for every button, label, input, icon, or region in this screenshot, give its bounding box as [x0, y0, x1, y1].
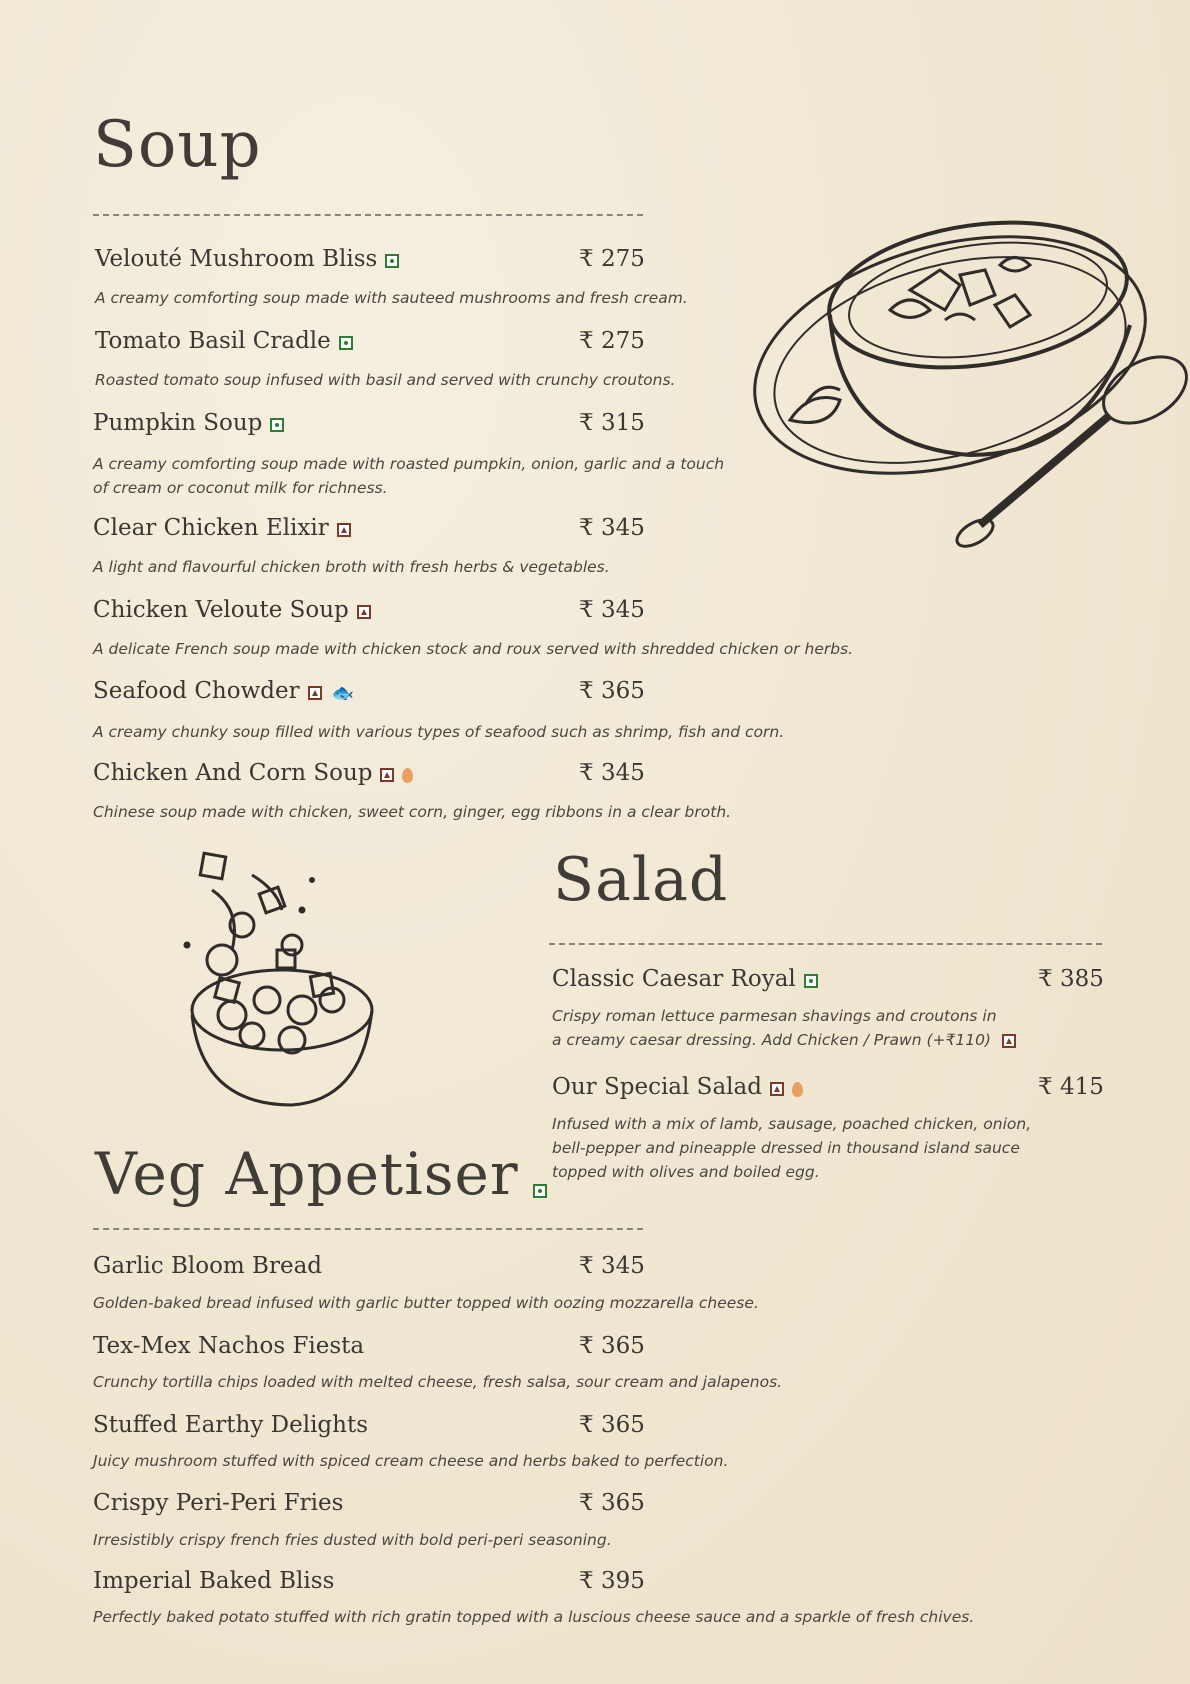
menu-item	[93, 597, 913, 657]
soup-divider	[93, 214, 643, 216]
nonveg-mark-icon	[380, 768, 394, 782]
item-name: Clear Chicken Elixir	[93, 515, 355, 542]
item-price: ₹ 275	[579, 246, 645, 272]
item-name: Seafood Chowder 🐟	[93, 678, 355, 704]
menu-item	[93, 1333, 913, 1393]
menu-item	[93, 515, 793, 575]
item-description-line2: bell-pepper and pineapple dressed in thousand island sauce	[552, 1139, 1020, 1157]
item-description-line2: of cream or coconut milk for richness.	[93, 479, 388, 497]
item-description-line2: a creamy caesar dressing. Add Chicken / Prawn (+₹110)	[552, 1028, 1112, 1052]
item-description: Juicy mushroom stuffed with spiced cream cheese and herbs baked to perfection.	[93, 1452, 729, 1470]
nonveg-mark-icon	[770, 1082, 784, 1096]
menu-item	[93, 1568, 1093, 1628]
item-name: Imperial Baked Bliss	[93, 1568, 335, 1594]
item-description: A creamy comforting soup made with sauteed mushrooms and fresh cream.	[95, 289, 688, 307]
item-name: Tomato Basil Cradle	[95, 328, 357, 355]
item-description: A creamy comforting soup made with roasted pumpkin, onion, garlic and a touch	[93, 455, 725, 473]
item-description: Chinese soup made with chicken, sweet corn, ginger, egg ribbons in a clear broth.	[93, 803, 732, 821]
item-price: ₹ 345	[579, 597, 645, 623]
item-name: Velouté Mushroom Bliss	[95, 246, 403, 273]
item-price: ₹ 345	[579, 760, 645, 786]
item-price: ₹ 345	[579, 1253, 645, 1279]
nonveg-mark-icon	[357, 605, 371, 619]
item-price: ₹ 345	[579, 515, 645, 541]
menu-item	[93, 1490, 913, 1550]
item-description: Infused with a mix of lamb, sausage, poached chicken, onion,	[552, 1115, 1032, 1133]
item-description: A light and flavourful chicken broth with fresh herbs & vegetables.	[93, 558, 610, 576]
nonveg-mark-icon	[308, 686, 322, 700]
menu-item	[93, 1412, 913, 1472]
item-name: Stuffed Earthy Delights	[93, 1412, 369, 1438]
item-price: ₹ 365	[579, 1490, 645, 1516]
menu-item	[93, 760, 873, 820]
veg-mark-icon	[339, 336, 353, 350]
item-description-line3: topped with olives and boiled egg.	[552, 1163, 820, 1181]
item-price: ₹ 365	[579, 1412, 645, 1438]
item-description: Perfectly baked potato stuffed with rich gratin topped with a luscious cheese sauce and a sparkle of fresh chives.	[93, 1608, 975, 1626]
soup-title: Soup	[93, 108, 262, 182]
item-price: ₹ 365	[579, 1333, 645, 1359]
menu-item	[93, 678, 873, 741]
menu-item	[93, 410, 793, 497]
item-name: Chicken Veloute Soup	[93, 597, 375, 624]
item-description: Roasted tomato soup infused with basil and served with crunchy croutons.	[95, 371, 676, 389]
menu-item	[95, 246, 795, 306]
item-name: Our Special Salad	[552, 1074, 803, 1101]
veg-appetiser-divider	[93, 1228, 643, 1230]
nonveg-mark-icon	[337, 523, 351, 537]
egg-icon	[792, 1082, 803, 1097]
item-price: ₹ 385	[1038, 966, 1104, 992]
item-price: ₹ 415	[1038, 1074, 1104, 1100]
veg-mark-icon	[385, 254, 399, 268]
menu-item	[93, 1253, 913, 1313]
veg-appetiser-title: Veg Appetiser	[95, 1140, 551, 1208]
menu-item	[552, 966, 1112, 1056]
item-price: ₹ 275	[579, 328, 645, 354]
item-description: A creamy chunky soup filled with various types of seafood such as shrimp, fish and corn.	[93, 723, 785, 741]
item-price: ₹ 315	[579, 410, 645, 436]
veg-mark-icon	[533, 1184, 547, 1198]
nonveg-mark-icon	[1002, 1034, 1016, 1048]
salad-bowl-illustration	[182, 850, 382, 1115]
item-price: ₹ 395	[579, 1568, 645, 1594]
item-name: Pumpkin Soup	[93, 410, 288, 437]
item-name: Crispy Peri-Peri Fries	[93, 1490, 344, 1516]
item-description: A delicate French soup made with chicken stock and roux served with shredded chicken or herbs.	[93, 640, 854, 658]
menu-item	[552, 1074, 1112, 1184]
item-name: Garlic Bloom Bread	[93, 1253, 323, 1279]
menu-item	[95, 328, 795, 388]
item-price: ₹ 365	[579, 678, 645, 704]
item-name: Chicken And Corn Soup	[93, 760, 413, 787]
item-description: Crispy roman lettuce parmesan shavings and croutons in	[552, 1007, 997, 1025]
item-description: Crunchy tortilla chips loaded with melted cheese, fresh salsa, sour cream and jalapenos.	[93, 1373, 783, 1391]
item-name: Classic Caesar Royal	[552, 966, 822, 993]
veg-mark-icon	[804, 974, 818, 988]
item-description: Golden-baked bread infused with garlic butter topped with oozing mozzarella cheese.	[93, 1294, 759, 1312]
salad-divider	[549, 943, 1102, 945]
fish-icon: 🐟	[331, 682, 355, 704]
item-description: Irresistibly crispy french fries dusted with bold peri-peri seasoning.	[93, 1531, 612, 1549]
soup-bowl-illustration	[750, 205, 1190, 575]
salad-title: Salad	[553, 845, 729, 915]
item-name: Tex-Mex Nachos Fiesta	[93, 1333, 365, 1359]
veg-mark-icon	[270, 418, 284, 432]
egg-icon	[402, 768, 413, 783]
